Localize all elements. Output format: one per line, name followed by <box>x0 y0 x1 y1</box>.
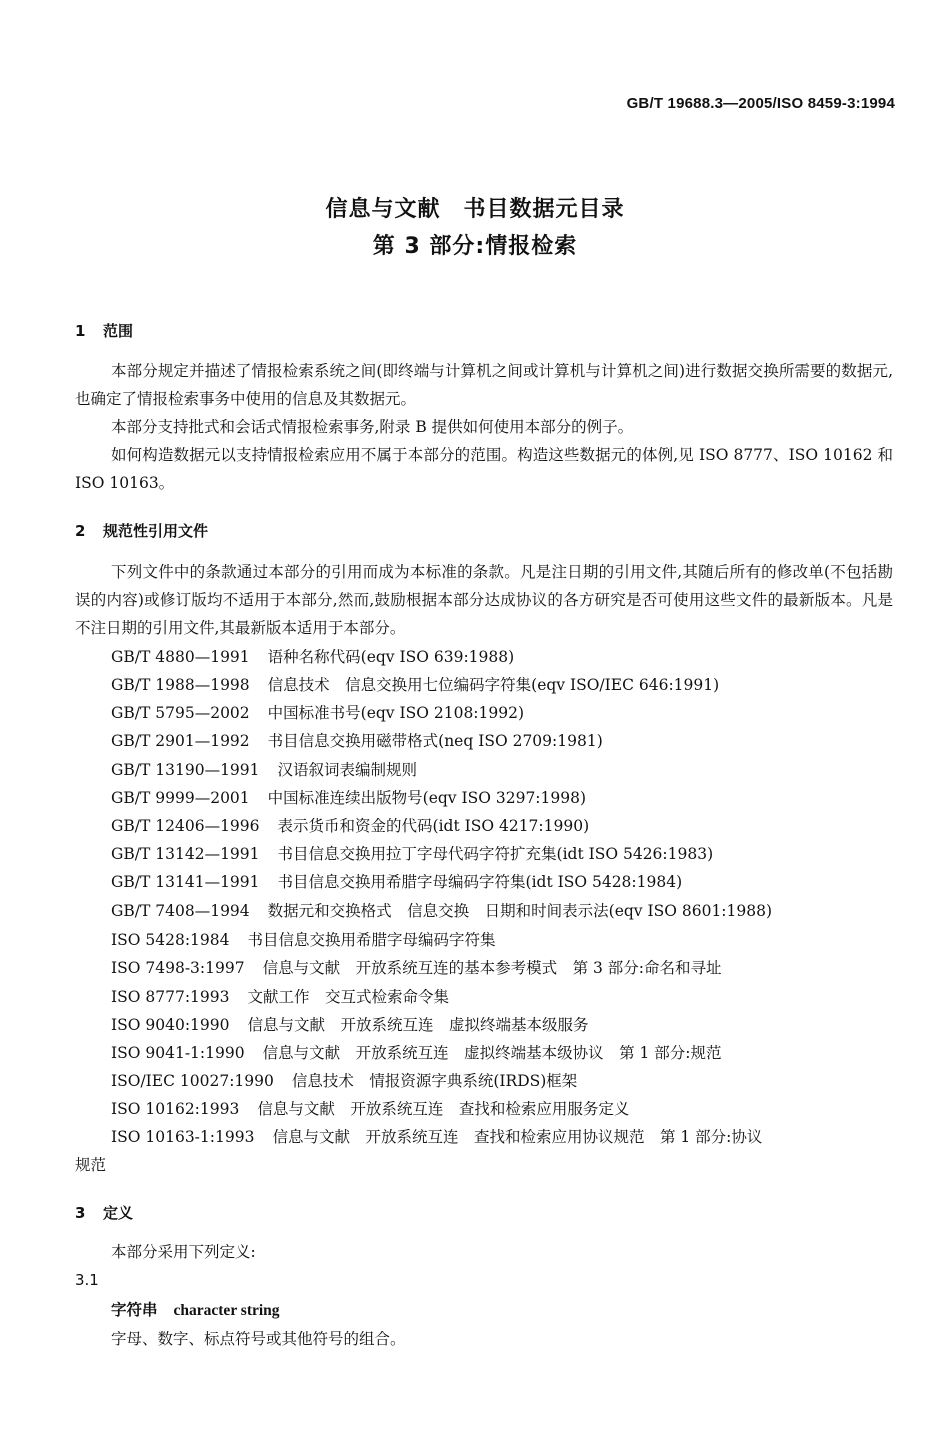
section-number: 3 <box>75 1204 86 1222</box>
section-number: 2 <box>75 522 86 540</box>
scope-paragraph-3: 如何构造数据元以支持情报检索应用不属于本部分的范围。构造这些数据元的体例,见 ISO 8777、ISO 10162 和 ISO 10163。 <box>75 446 893 492</box>
reference-title: 信息与文献 开放系统互连 查找和检索应用协议规范 第 1 部分:协议 <box>272 1128 763 1146</box>
reference-title: 表示货币和资金的代码(idt ISO 4217:1990) <box>277 817 590 835</box>
reference-title: 汉语叙词表编制规则 <box>277 761 418 779</box>
reference-code: ISO 10162:1993 <box>111 1100 240 1118</box>
reference-item <box>111 701 524 723</box>
reference-code: ISO 8777:1993 <box>111 988 230 1006</box>
reference-code: ISO 9041-1:1990 <box>111 1044 245 1062</box>
scope-paragraph-2: 本部分支持批式和会话式情报检索事务,附录 B 提供如何使用本部分的例子。 <box>111 418 634 436</box>
reference-title: 中国标准书号(eqv ISO 2108:1992) <box>267 704 525 722</box>
reference-item <box>111 899 772 921</box>
reference-item <box>111 729 603 751</box>
reference-code: ISO/IEC 10027:1990 <box>111 1072 274 1090</box>
reference-title: 信息技术 情报资源字典系统(IRDS)框架 <box>291 1072 578 1090</box>
reference-item <box>111 1125 762 1147</box>
reference-item <box>111 1013 589 1035</box>
reference-code: GB/T 9999—2001 <box>111 789 250 807</box>
reference-code: GB/T 4880—1991 <box>111 648 250 666</box>
reference-item <box>111 1097 629 1119</box>
reference-item <box>111 985 449 1007</box>
reference-wrap-line: 规范 <box>75 1156 107 1174</box>
reference-code: GB/T 12406—1996 <box>111 817 260 835</box>
reference-item <box>111 1041 722 1063</box>
reference-item <box>111 1069 577 1091</box>
reference-title: 语种名称代码(eqv ISO 639:1988) <box>267 648 515 666</box>
section-number: 1 <box>75 322 86 340</box>
reference-code: GB/T 1988—1998 <box>111 676 250 694</box>
reference-item <box>111 758 417 780</box>
reference-title: 中国标准连续出版物号(eqv ISO 3297:1998) <box>267 789 587 807</box>
reference-code: ISO 5428:1984 <box>111 931 230 949</box>
reference-code: ISO 9040:1990 <box>111 1016 230 1034</box>
reference-title: 信息与文献 开放系统互连 虚拟终端基本级协议 第 1 部分:规范 <box>262 1044 722 1062</box>
reference-code: ISO 7498-3:1997 <box>111 959 245 977</box>
reference-code: GB/T 13190—1991 <box>111 761 260 779</box>
section-2-heading <box>75 520 208 541</box>
title-line-2: 第 3 部分:情报检索 <box>372 234 578 259</box>
term-definition: 字母、数字、标点符号或其他符号的组合。 <box>111 1330 406 1348</box>
reference-title: 书目信息交换用希腊字母编码字符集 <box>247 931 496 949</box>
reference-item <box>111 645 514 667</box>
title-line-1: 信息与文献 书目数据元目录 <box>325 197 625 222</box>
scope-paragraph-1: 本部分规定并描述了情报检索系统之间(即终端与计算机之间或计算机与计算机之间)进行数据交换所需要的数据元,也确定了情报检索事务中使用的信息及其数据元。 <box>75 362 893 408</box>
reference-code: GB/T 2901—1992 <box>111 732 250 750</box>
reference-code: GB/T 5795—2002 <box>111 704 250 722</box>
term-entry <box>111 1298 280 1320</box>
standard-code: GB/T 19688.3—2005/ISO 8459-3:1994 <box>626 95 895 112</box>
reference-code: GB/T 13141—1991 <box>111 873 260 891</box>
reference-item <box>111 673 719 695</box>
section-title: 定义 <box>103 1204 134 1222</box>
reference-title: 信息技术 信息交换用七位编码字符集(eqv ISO/IEC 646:1991) <box>267 676 720 694</box>
reference-code: GB/T 7408—1994 <box>111 902 250 920</box>
term-english: character string <box>173 1302 280 1319</box>
reference-item <box>111 928 496 950</box>
reference-item <box>111 814 589 836</box>
section-title: 范围 <box>103 322 134 340</box>
reference-item <box>111 842 713 864</box>
section-1-heading <box>75 320 133 341</box>
subclause-number: 3.1 <box>75 1271 99 1289</box>
reference-title: 数据元和交换格式 信息交换 日期和时间表示法(eqv ISO 8601:1988) <box>267 902 773 920</box>
reference-title: 书目信息交换用希腊字母编码字符集(idt ISO 5428:1984) <box>277 873 683 891</box>
reference-title: 信息与文献 开放系统互连 查找和检索应用服务定义 <box>257 1100 630 1118</box>
reference-item <box>111 870 682 892</box>
term-chinese: 字符串 <box>111 1300 158 1319</box>
reference-item <box>111 956 722 978</box>
reference-title: 信息与文献 开放系统互连的基本参考模式 第 3 部分:命名和寻址 <box>262 959 722 977</box>
section-title: 规范性引用文件 <box>103 522 209 540</box>
normative-intro: 下列文件中的条款通过本部分的引用而成为本标准的条款。凡是注日期的引用文件,其随后所有的修改单(不包括勘误的内容)或修订版均不适用于本部分,然而,鼓励根据本部分达成协议的各方研究是否可使用这些文件的最新版本。凡是不注日期的引用文件,其最新版本适用于本部分。 <box>75 563 893 637</box>
reference-title: 文献工作 交互式检索命令集 <box>247 988 450 1006</box>
reference-title: 书目信息交换用拉丁字母代码字符扩充集(idt ISO 5426:1983) <box>277 845 714 863</box>
reference-item <box>111 786 586 808</box>
reference-title: 书目信息交换用磁带格式(neq ISO 2709:1981) <box>267 732 603 750</box>
reference-code: GB/T 13142—1991 <box>111 845 260 863</box>
definitions-intro: 本部分采用下列定义: <box>111 1243 256 1261</box>
reference-title: 信息与文献 开放系统互连 虚拟终端基本级服务 <box>247 1016 589 1034</box>
section-3-heading <box>75 1202 133 1223</box>
reference-code: ISO 10163-1:1993 <box>111 1128 255 1146</box>
